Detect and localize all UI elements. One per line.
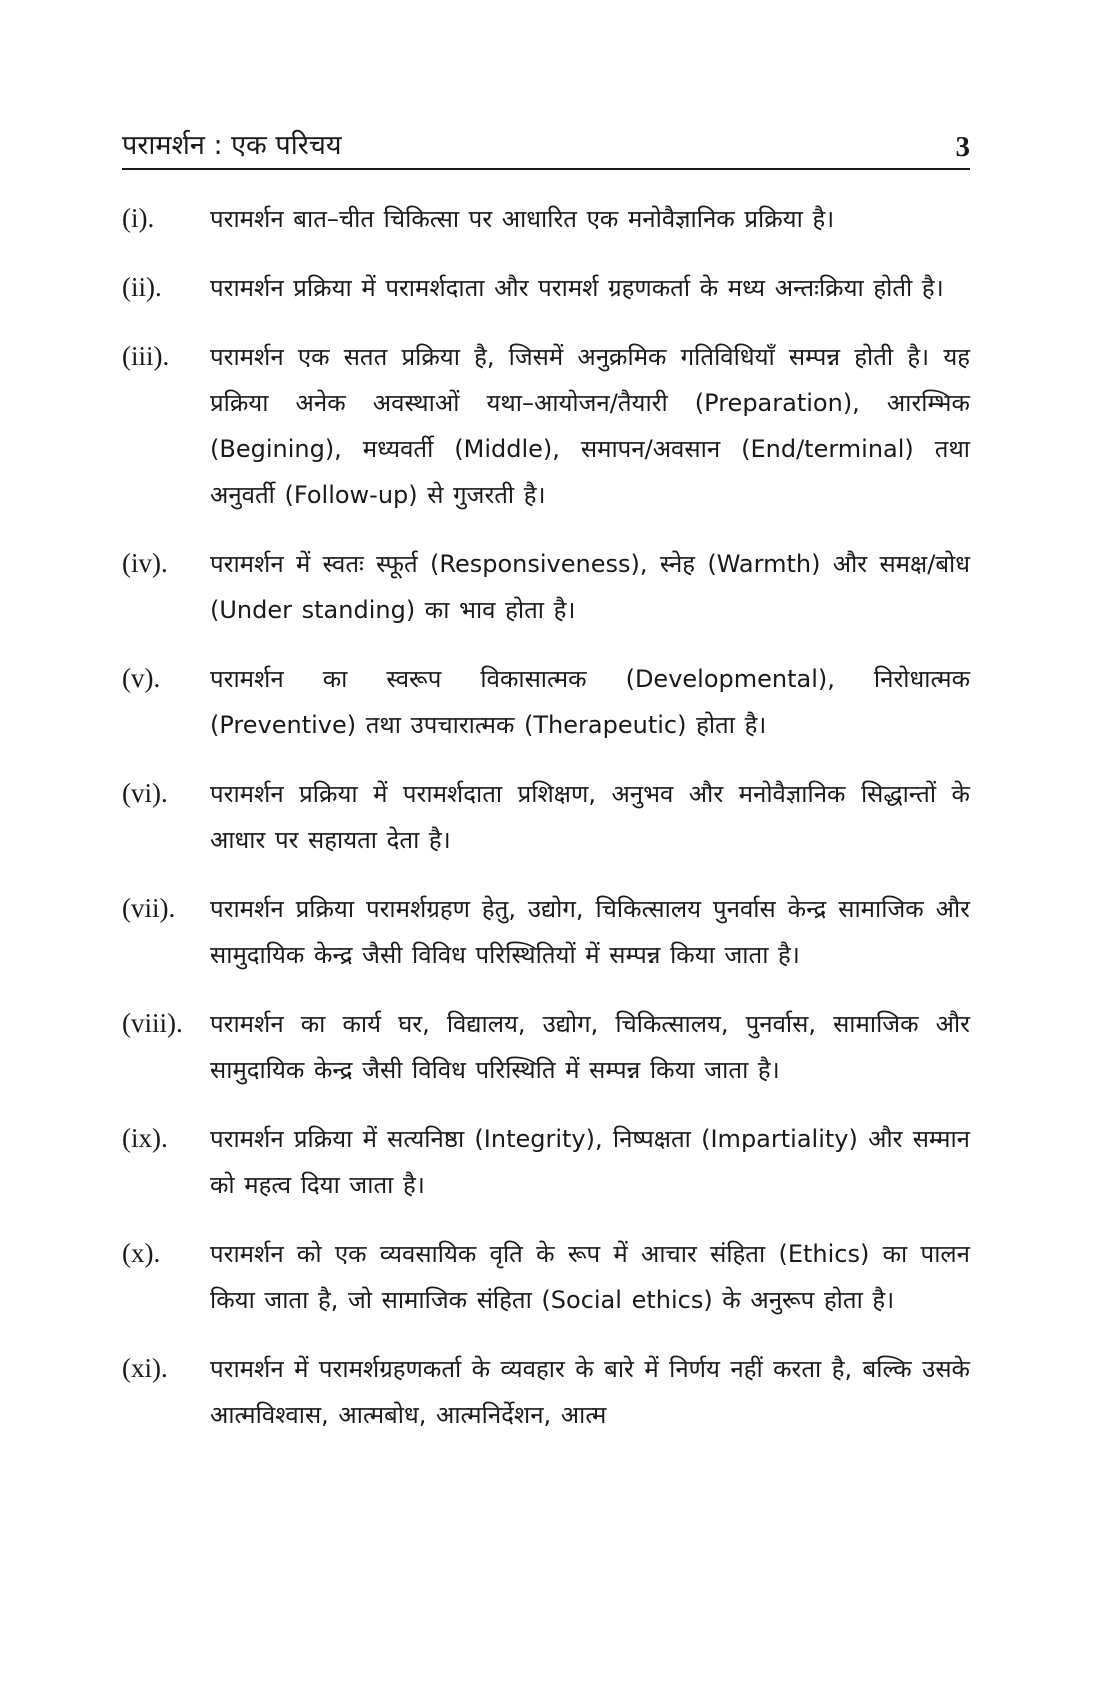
item-text: परामर्शन बात–चीत चिकित्सा पर आधारित एक मनोवैज्ञानिक प्रक्रिया है। <box>210 205 835 233</box>
list-item <box>122 334 970 518</box>
item-text: परामर्शन में परामर्शग्रहणकर्ता के व्यवहार के बारे में निर्णय नहीं करता है, बल्कि उसके आत्मविश्वास, आत्मबोध, आत्मनिर्देशन, आत्म <box>210 1355 970 1429</box>
item-text: परामर्शन प्रक्रिया परामर्शग्रहण हेतु, उद्योग, चिकित्सालय पुनर्वास केन्द्र सामाजिक और सामुदायिक केन्द्र जैसी विविध परिस्थितियों में सम्पन्न किया जाता है। <box>210 895 970 969</box>
list-item <box>122 1346 970 1438</box>
item-number: (viii). <box>122 1008 183 1038</box>
item-text: परामर्शन को एक व्यवसायिक वृति के रूप में आचार संहिता (Ethics) का पालन किया जाता है, जो सामाजिक संहिता (Social ethics) के अनुरूप होता है। <box>210 1240 970 1314</box>
item-text: परामर्शन का स्वरूप विकासात्मक (Developmental), निरोधात्मक (Preventive) तथा उपचारात्मक (Therapeutic) होता है। <box>210 665 970 739</box>
page-number: 3 <box>955 131 970 163</box>
item-text: परामर्शन का कार्य घर, विद्यालय, उद्योग, चिकित्सालय, पुनर्वास, सामाजिक और सामुदायिक केन्द्र जैसी विविध परिस्थिति में सम्पन्न किया जाता है। <box>210 1010 970 1084</box>
chapter-title: परामर्शन : एक परिचय <box>122 130 342 161</box>
list-item <box>122 1001 970 1093</box>
list-item <box>122 265 970 311</box>
item-number: (ix). <box>122 1123 168 1153</box>
item-text: परामर्शन प्रक्रिया में सत्यनिष्ठा (Integrity), निष्पक्षता (Impartiality) और सम्मान को महत्व दिया जाता है। <box>210 1125 970 1199</box>
item-text: परामर्शन एक सतत प्रक्रिया है, जिसमें अनुक्रमिक गतिविधियाँ सम्पन्न होती है। यह प्रक्रिया अनेक अवस्थाओं यथा–आयोजन/तैयारी (Preparation), आरम्भिक (Begining), मध्यवर्ती (Middle), समापन/अवसान (End/terminal) तथा अनुवर्ती (Follow-up) से गुजरती है। <box>210 343 970 509</box>
item-text: परामर्शन में स्वतः स्फूर्त (Responsiveness), स्नेह (Warmth) और समक्ष/बोध (Under standing) का भाव होता है। <box>210 550 970 624</box>
list-item <box>122 1231 970 1323</box>
list-item <box>122 541 970 633</box>
list-item <box>122 771 970 863</box>
characteristics-list <box>122 196 970 1461</box>
list-item <box>122 196 970 242</box>
item-number: (v). <box>122 663 161 693</box>
item-number: (iii). <box>122 341 170 371</box>
item-number: (xi). <box>122 1353 168 1383</box>
list-item <box>122 886 970 978</box>
item-text: परामर्शन प्रक्रिया में परामर्शदाता और परामर्श ग्रहणकर्ता के मध्य अन्तःक्रिया होती है। <box>210 274 944 302</box>
item-number: (x). <box>122 1238 161 1268</box>
list-item <box>122 656 970 748</box>
item-number: (iv). <box>122 548 168 578</box>
item-number: (i). <box>122 203 155 233</box>
list-item <box>122 1116 970 1208</box>
item-number: (vii). <box>122 893 176 923</box>
item-number: (ii). <box>122 272 162 302</box>
running-header <box>122 122 970 170</box>
item-number: (vi). <box>122 778 168 808</box>
item-text: परामर्शन प्रक्रिया में परामर्शदाता प्रशिक्षण, अनुभव और मनोवैज्ञानिक सिद्धान्तों के आधार पर सहायता देता है। <box>210 780 970 854</box>
